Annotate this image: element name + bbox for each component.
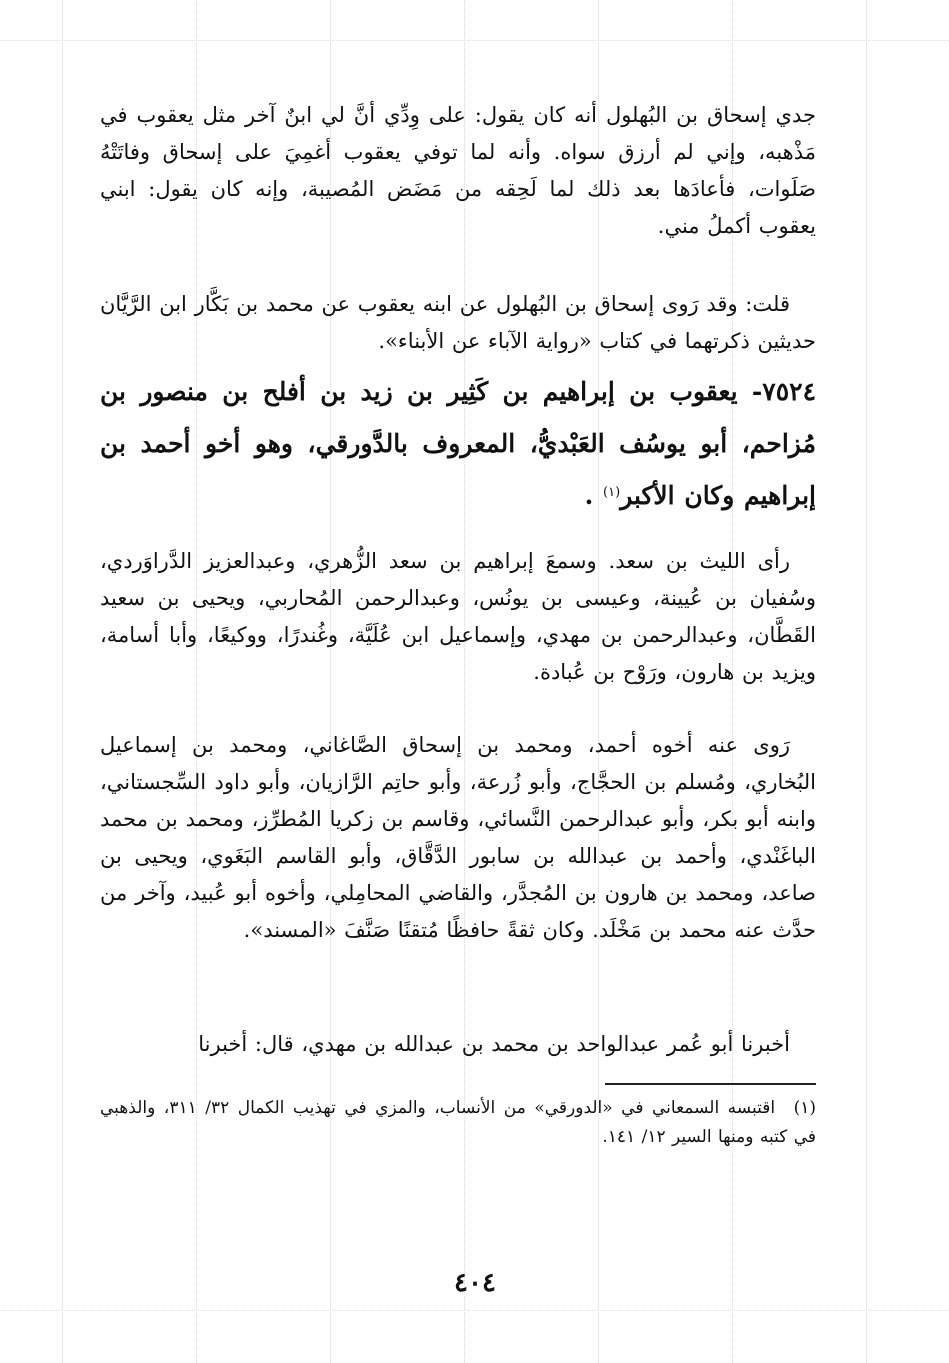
footnote-separator <box>605 1083 816 1085</box>
scan-grid-line <box>0 40 949 41</box>
entry-title: يعقوب بن إبراهيم بن كَثِير بن زيد بن أفلح بن منصور بن مُزاحم، أبو يوسُف العَبْديُّ، المعروف بالدَّورقي، وهو أخو أحمد بن إبراهيم وكان الأكبر <box>100 377 816 510</box>
paragraph-continuation: جدي إسحاق بن البُهلول أنه كان يقول: على وِدِّي أنَّ لي ابنٌ آخر مثل يعقوب في مَذْهبه، وإني لم أرزق سواه. وأنه لما توفي يعقوب أغمِيَ على إسحاق وفاتَتْهُ صَلَوات، فأعادَها بعد ذلك لما لَحِقه من مَضَض المُصيبة، وإنه كان يقول: ابني يعقوب أكملُ مني. <box>100 103 816 238</box>
biography-entry-heading <box>100 366 816 522</box>
paragraph-note: قلت: وقد رَوى إسحاق بن البُهلول عن ابنه يعقوب عن محمد بن بَكَّار ابن الرَّيَّان حديثين ذكرتهما في كتاب «رواية الآباء عن الأبناء». <box>100 292 816 353</box>
entry-end-punctuation: . <box>584 481 594 510</box>
scan-grid-line <box>866 0 867 1363</box>
footnote-reference[interactable]: (١) <box>603 485 621 500</box>
paragraph-teachers: رأى الليث بن سعد. وسمعَ إبراهيم بن سعد الزُّهري، وعبدالعزيز الدَّراوَردي، وسُفيان بن عُيينة، وعيسى بن يونُس، وعبدالرحمن المُحاربي، ويحيى بن سعيد القَطَّان، وعبدالرحمن بن مهدي، وإسماعيل ابن عُلَيَّة، وغُندرًا، ووكيعًا، وأبا أسامة، ويزيد بن هارون، ورَوْح بن عُبادة. <box>100 549 816 684</box>
page-number: ٤٠٤ <box>454 1268 496 1298</box>
scan-grid-line <box>62 0 63 1363</box>
paragraph-chain: أخبرنا أبو عُمر عبدالواحد بن محمد بن عبدالله بن مهدي، قال: أخبرنا <box>198 1032 790 1056</box>
scan-grid-line <box>0 1310 949 1311</box>
paragraph-students: رَوى عنه أخوه أحمد، ومحمد بن إسحاق الصَّاغاني، ومحمد بن إسماعيل البُخاري، ومُسلم بن الحجَّاج، وأبو زُرعة، وأبو حاتِم الرَّازيان، وأبو داود السِّجستاني، وابنه أبو بكر، وأبو عبدالرحمن النَّسائي، وقاسم بن زكريا المُطرِّز، ومحمد بن محمد الباغَنْدي، وأحمد بن عبدالله بن سابور الدَّقَّاق، وأبو القاسم البَغَوي، ويحيى بن صاعد، ومحمد بن هارون بن المُجدَّر، والقاضي المحامِلي، وأخوه أبو عُبيد، وآخر من حدَّث عنه محمد بن مَخْلَد. وكان ثقةً حافظًا مُتقنًا صَنَّفَ «المسند». <box>100 733 816 942</box>
footnote-text: اقتبسه السمعاني في «الدورقي» من الأنساب، والمزي في تهذيب الكمال ٣٢/ ٣١١، والذهبي في كتبه ومنها السير ١٢/ ١٤١. <box>100 1098 816 1147</box>
footnote <box>100 1094 816 1152</box>
entry-number: ٧٥٢٤- <box>751 377 816 406</box>
footnote-mark: (١) <box>793 1098 817 1118</box>
